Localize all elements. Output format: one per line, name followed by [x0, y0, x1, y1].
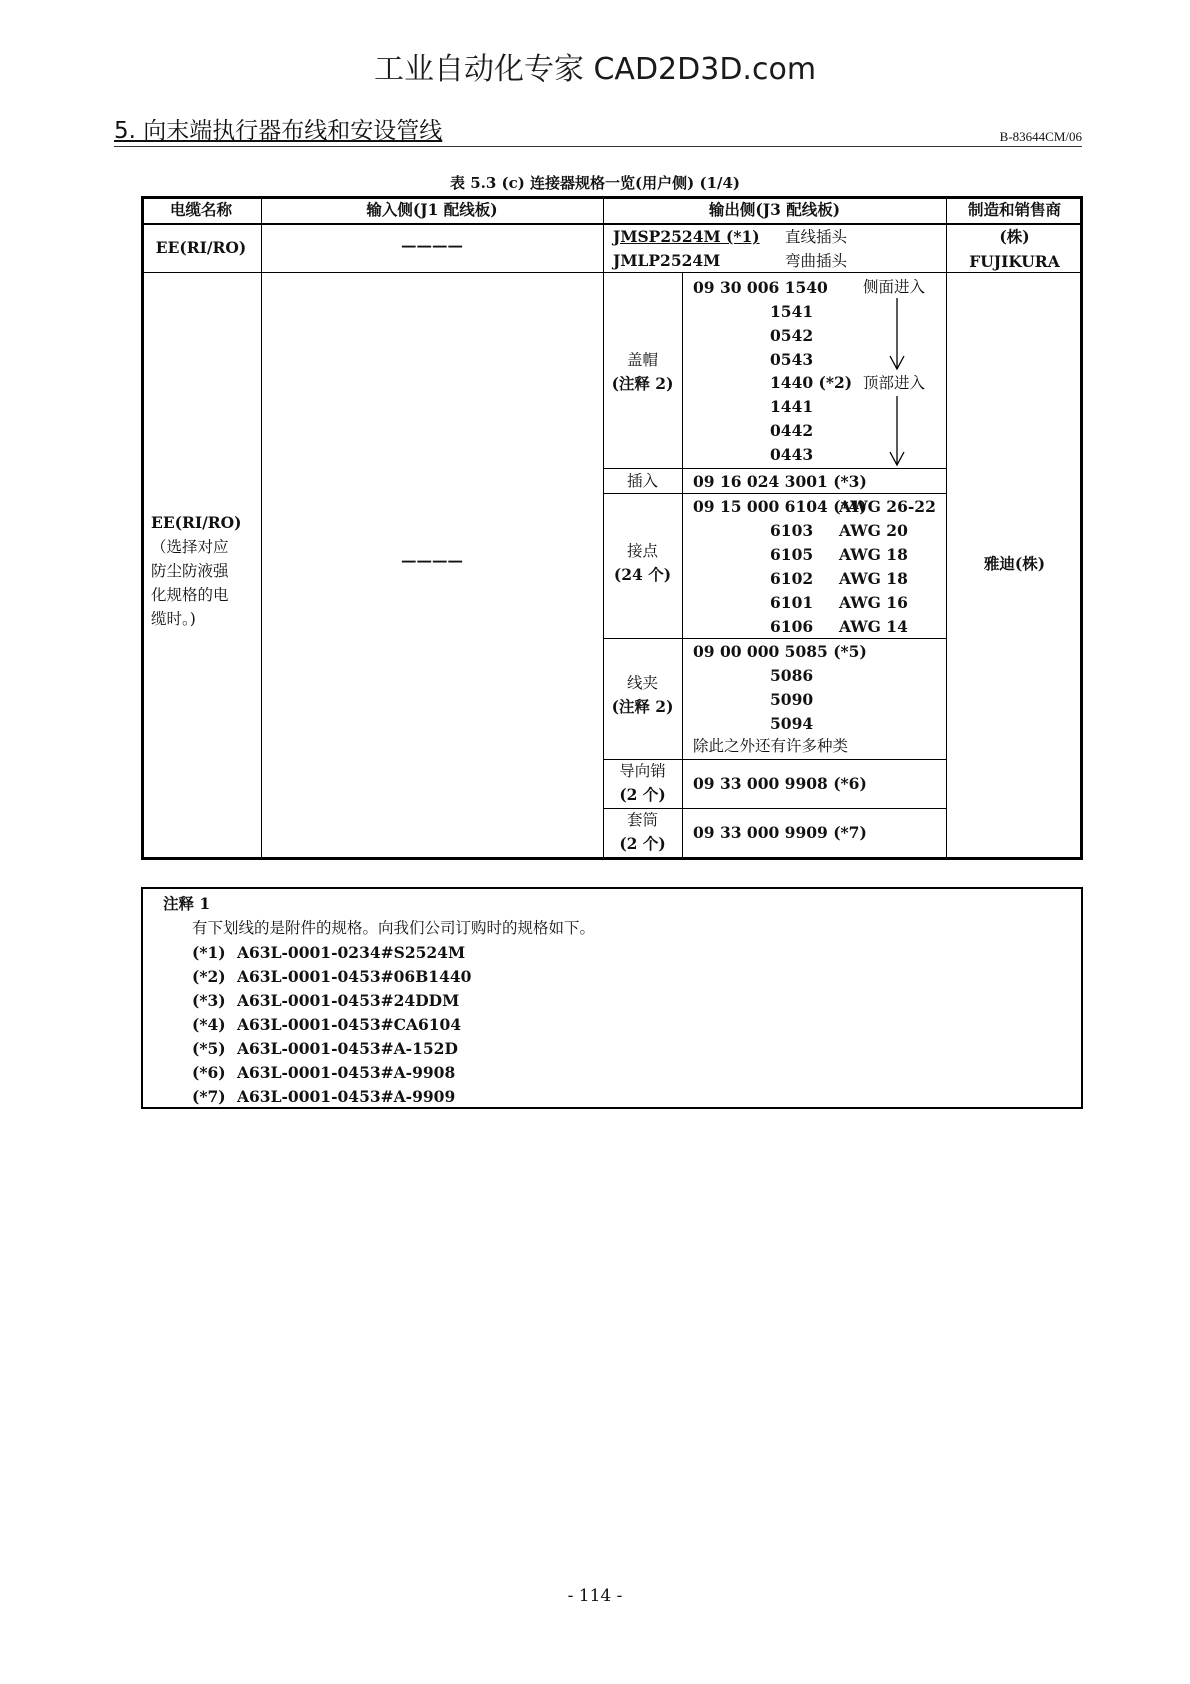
cable-name-line: 缆时。)	[151, 610, 196, 628]
row1-cable-name: EE(RI/RO)	[155, 238, 247, 257]
note-key: (*6)	[192, 1063, 226, 1082]
header-output-side: 输出侧(J3 配线板)	[708, 200, 841, 219]
contact-part-first: 09 15 000 6104 (*4)	[693, 497, 867, 516]
cable-name-line: EE(RI/RO)	[151, 513, 242, 532]
down-arrow-icon	[889, 396, 905, 468]
header-input-side: 输入侧(J1 配线板)	[366, 200, 498, 219]
note-key: (*5)	[192, 1039, 226, 1058]
note-spec: A63L-0001-0453#A-152D	[237, 1039, 458, 1058]
clamp-label: 线夹	[626, 674, 658, 692]
contact-part: 6105	[770, 545, 814, 564]
contact-part: 6103	[770, 521, 814, 540]
cap-part: 0443	[770, 445, 814, 464]
insert-part: 09 16 024 3001 (*3)	[693, 472, 867, 491]
cable-name-line: 防尘防液强	[151, 562, 229, 580]
down-arrow-icon	[889, 298, 905, 372]
note-key: (*7)	[192, 1087, 226, 1106]
contact-label: 接点	[626, 542, 658, 560]
page-number: - 114 -	[567, 1586, 623, 1606]
cap-label: 盖帽	[626, 351, 658, 369]
clamp-part-first: 09 00 000 5085 (*5)	[693, 642, 867, 661]
contact-count: (24 个)	[613, 565, 672, 584]
header-maker: 制造和销售商	[967, 200, 1061, 219]
contact-awg-first: AWG 26-22	[839, 497, 936, 516]
cap-part: 0542	[770, 326, 814, 345]
row1-part-bent: JMLP2524M	[613, 251, 721, 270]
contact-part: 6106	[770, 617, 814, 636]
row1-input-dash: ————	[401, 236, 463, 255]
clamp-part: 5094	[770, 714, 814, 733]
clamp-part: 5090	[770, 690, 814, 709]
note-spec: A63L-0001-0453#A-9908	[237, 1063, 456, 1082]
contact-part: 6102	[770, 569, 814, 588]
clamp-note: (注释 2)	[611, 697, 674, 716]
guide-pin-count: (2 个)	[619, 785, 666, 804]
note-key: (*1)	[192, 943, 226, 962]
section-title: 5. 向末端执行器布线和安设管线	[114, 118, 443, 144]
watermark-text: 工业自动化专家 CAD2D3D.com	[373, 52, 817, 87]
note-box	[141, 887, 1083, 1109]
sleeve-part: 09 33 000 9909 (*7)	[693, 823, 867, 842]
row1-maker-line2: FUJIKURA	[969, 252, 1060, 271]
note-key: (*2)	[192, 967, 226, 986]
contact-awg: AWG 18	[839, 569, 908, 588]
cap-part: 1440 (*2)	[770, 373, 853, 392]
contact-awg: AWG 20	[839, 521, 908, 540]
cap-part: 0543	[770, 350, 814, 369]
cable-name-line: 化规格的电	[151, 586, 229, 604]
note-key: (*3)	[192, 991, 226, 1010]
cap-part: 1541	[770, 302, 814, 321]
contact-awg: AWG 18	[839, 545, 908, 564]
cap-part: 1441	[770, 397, 814, 416]
sleeve-label: 套筒	[626, 811, 658, 829]
guide-pin-part: 09 33 000 9908 (*6)	[693, 774, 867, 793]
row1-desc-straight: 直线插头	[785, 228, 848, 246]
row1-maker-line1: (株)	[999, 227, 1030, 246]
note-spec: A63L-0001-0453#CA6104	[237, 1015, 462, 1034]
side-entry-label: 侧面进入	[863, 278, 926, 296]
row1-desc-bent: 弯曲插头	[785, 252, 848, 270]
clamp-part: 5086	[770, 666, 814, 685]
table-caption: 表 5.3 (c) 连接器规格一览(用户侧) (1/4)	[449, 174, 741, 192]
row2-maker: 雅迪(株)	[983, 554, 1046, 573]
contact-part: 6101	[770, 593, 814, 612]
top-entry-label: 顶部进入	[863, 374, 926, 392]
header-cable-name: 电缆名称	[169, 200, 232, 219]
document-code: B-83644CM/06	[999, 129, 1082, 144]
note-spec: A63L-0001-0453#24DDM	[237, 991, 460, 1010]
row2-input-dash: ————	[401, 551, 463, 570]
guide-pin-label: 导向销	[619, 762, 666, 780]
cable-name-line: （选择对应	[151, 538, 229, 556]
note-title: 注释 1	[163, 894, 211, 913]
row2-cable-name	[151, 514, 259, 628]
note-spec: A63L-0001-0453#A-9909	[237, 1087, 456, 1106]
section-header	[114, 118, 1082, 147]
insert-label: 插入	[626, 472, 658, 490]
cap-part-first: 09 30 006 1540	[693, 278, 828, 297]
sleeve-count: (2 个)	[619, 834, 666, 853]
connector-spec-table	[141, 196, 1083, 860]
contact-awg: AWG 16	[839, 593, 908, 612]
note-key: (*4)	[192, 1015, 226, 1034]
note-text: 有下划线的是附件的规格。向我们公司订购时的规格如下。	[192, 919, 596, 937]
row1-part-straight: JMSP2524M (*1)	[613, 227, 760, 246]
note-spec: A63L-0001-0234#S2524M	[237, 943, 466, 962]
cap-part: 0442	[770, 421, 814, 440]
contact-awg: AWG 14	[839, 617, 908, 636]
note-spec: A63L-0001-0453#06B1440	[237, 967, 472, 986]
cap-note: (注释 2)	[611, 374, 674, 393]
clamp-extra-note: 除此之外还有许多种类	[693, 737, 849, 755]
